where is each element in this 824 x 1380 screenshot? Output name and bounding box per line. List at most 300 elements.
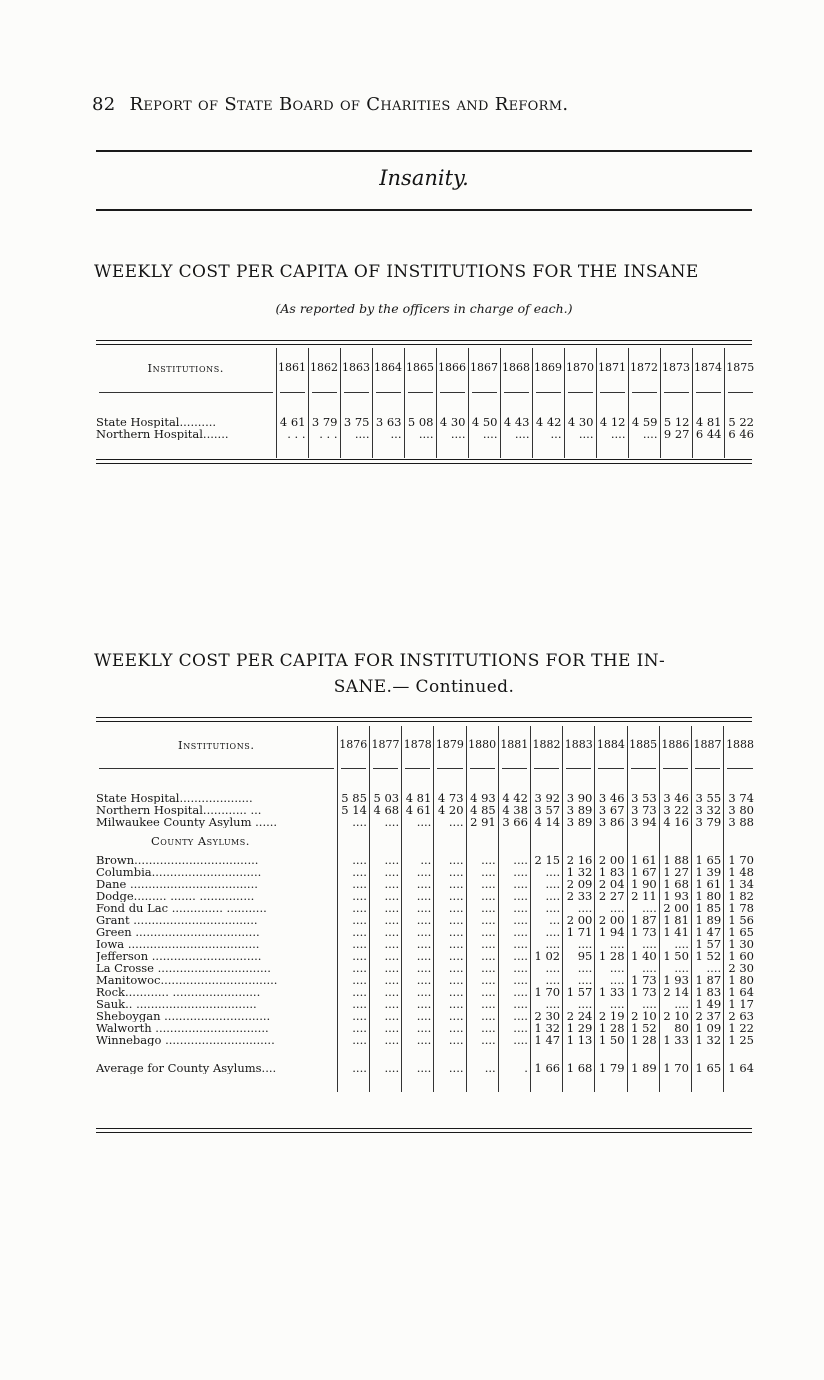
cost-cell: 1 48 <box>724 866 756 878</box>
cost-cell: .... <box>340 428 372 440</box>
county-heading-row <box>96 828 756 854</box>
cost-cell: .... <box>402 926 434 938</box>
cost-cell: 1 93 <box>659 890 691 902</box>
cost-cell: 1 32 <box>563 866 595 878</box>
table1-top-rule-a <box>96 340 752 341</box>
cost-cell: ... <box>532 428 564 440</box>
cost-cell: 4 61 <box>276 416 308 428</box>
cost-cell: 1 32 <box>691 1034 723 1046</box>
row-label: Winnebago .............................. <box>96 1034 275 1046</box>
cost-cell: 2 10 <box>659 1010 691 1022</box>
cost-cell: 1 56 <box>724 914 756 926</box>
row-label: Green .................................. <box>96 926 260 938</box>
table-row <box>96 878 756 890</box>
cost-cell: .... <box>498 950 530 962</box>
cost-cell: 5 85 <box>337 792 369 804</box>
table-row <box>96 416 756 428</box>
cost-cell: 3 75 <box>340 416 372 428</box>
year-header: 1869 <box>532 348 564 388</box>
cost-cell: .... <box>434 866 466 878</box>
cost-cell: 4 68 <box>369 804 401 816</box>
row-label: Dodge......... ....... ............... <box>96 890 255 902</box>
cost-cell: .... <box>434 902 466 914</box>
cost-cell: .... <box>402 890 434 902</box>
row-label: Dane ................................... <box>96 878 258 890</box>
cost-cell: .... <box>498 962 530 974</box>
cost-cell: .... <box>434 878 466 890</box>
cost-cell: .... <box>466 1022 498 1034</box>
cost-cell: 1 90 <box>627 878 659 890</box>
cost-cell: .... <box>337 986 369 998</box>
cost-cell: 3 80 <box>724 804 756 816</box>
table-row <box>96 890 756 902</box>
cost-cell: 3 66 <box>498 816 530 828</box>
cost-cell: 4 43 <box>500 416 532 428</box>
cost-cell: .... <box>402 816 434 828</box>
cost-cell: .... <box>337 878 369 890</box>
cost-cell: 1 66 <box>530 1046 562 1074</box>
page-header <box>92 94 732 115</box>
cost-cell: .... <box>402 1034 434 1046</box>
cost-cell: 1 79 <box>595 1046 627 1074</box>
cost-cell: 1 50 <box>595 1034 627 1046</box>
table-row <box>96 1034 756 1046</box>
table-row <box>96 902 756 914</box>
cost-cell: .... <box>337 1022 369 1034</box>
cost-cell: .... <box>466 974 498 986</box>
cost-cell: 4 30 <box>564 416 596 428</box>
cost-cell: .... <box>369 902 401 914</box>
cost-cell: 3 89 <box>563 816 595 828</box>
cost-cell: ... <box>466 1046 498 1074</box>
year-header: 1872 <box>628 348 660 388</box>
cost-cell: .... <box>434 1022 466 1034</box>
page-number: 82 <box>92 94 116 115</box>
cost-cell: .... <box>466 962 498 974</box>
cost-cell: .... <box>466 902 498 914</box>
cost-cell: 4 93 <box>466 792 498 804</box>
cost-cell: ... <box>530 914 562 926</box>
cost-cell: .... <box>402 914 434 926</box>
cost-cell: .... <box>498 1034 530 1046</box>
year-header: 1885 <box>627 726 659 764</box>
cost-cell: .... <box>498 878 530 890</box>
cost-cell: .... <box>369 926 401 938</box>
cost-cell: 4 20 <box>434 804 466 816</box>
table1 <box>96 348 756 458</box>
cost-cell: .... <box>466 1034 498 1046</box>
section-rule <box>96 209 752 211</box>
cost-cell: 2 14 <box>659 986 691 998</box>
cost-cell: .... <box>628 428 660 440</box>
cost-cell: 1 73 <box>627 926 659 938</box>
cost-cell: .... <box>434 974 466 986</box>
cost-cell: 1 65 <box>691 1046 723 1074</box>
cost-cell: .... <box>659 962 691 974</box>
table-row <box>96 1022 756 1034</box>
cost-cell: .... <box>369 866 401 878</box>
cost-cell: 1 67 <box>627 866 659 878</box>
cost-cell: .... <box>563 998 595 1010</box>
cost-cell: .... <box>498 914 530 926</box>
cost-cell: 2 24 <box>563 1010 595 1022</box>
table2-bottom-rule-a <box>96 1128 752 1129</box>
year-header: 1863 <box>340 348 372 388</box>
cost-cell: 3 57 <box>530 804 562 816</box>
year-header: 1868 <box>500 348 532 388</box>
cost-cell: .... <box>595 998 627 1010</box>
table-row <box>96 816 756 828</box>
cost-cell: 1 68 <box>659 878 691 890</box>
cost-cell: .... <box>337 998 369 1010</box>
cost-cell: .... <box>691 962 723 974</box>
cost-cell: .... <box>337 962 369 974</box>
cost-cell: 1 47 <box>530 1034 562 1046</box>
cost-cell: .... <box>402 974 434 986</box>
table-row <box>96 986 756 998</box>
cost-cell: .... <box>402 962 434 974</box>
cost-cell: 1 73 <box>627 974 659 986</box>
table2-title-line1: WEEKLY COST PER CAPITA FOR INSTITUTIONS FOR THE IN- <box>94 651 666 671</box>
cost-cell: 2 00 <box>595 854 627 866</box>
row-label: Iowa .................................... <box>96 938 260 950</box>
cost-cell: 2 30 <box>530 1010 562 1022</box>
cost-cell: 1 89 <box>627 1046 659 1074</box>
cost-cell: .... <box>369 890 401 902</box>
cost-cell: .... <box>466 854 498 866</box>
cost-cell: .... <box>434 854 466 866</box>
cost-cell: .... <box>627 962 659 974</box>
cost-cell: ... <box>402 854 434 866</box>
cost-cell: .... <box>434 1046 466 1074</box>
cost-cell: 1 81 <box>659 914 691 926</box>
year-header: 1884 <box>595 726 627 764</box>
row-label: Manitowoc................................ <box>96 974 278 986</box>
cost-cell: .... <box>498 986 530 998</box>
row-label: Northern Hospital............ ... <box>96 804 262 816</box>
cost-cell: 1 33 <box>595 986 627 998</box>
cost-cell: 1 49 <box>691 998 723 1010</box>
cost-cell: 1 52 <box>627 1022 659 1034</box>
cost-cell: .... <box>434 914 466 926</box>
cost-cell: .... <box>369 1046 401 1074</box>
cost-cell: 1 89 <box>691 914 723 926</box>
cost-cell: 2 37 <box>691 1010 723 1022</box>
row-label: Average for County Asylums.... <box>96 1061 277 1074</box>
year-header: 1864 <box>372 348 404 388</box>
cost-cell: 1 25 <box>724 1034 756 1046</box>
cost-cell: .... <box>337 950 369 962</box>
cost-cell: .... <box>563 962 595 974</box>
cost-cell: .... <box>498 1010 530 1022</box>
row-label: Fond du Lac .............. ........... <box>96 902 267 914</box>
year-header: 1877 <box>369 726 401 764</box>
table-row <box>96 854 756 866</box>
cost-cell: 3 90 <box>563 792 595 804</box>
cost-cell: 3 89 <box>563 804 595 816</box>
cost-cell: 80 <box>659 1022 691 1034</box>
cost-cell: .... <box>498 866 530 878</box>
running-title: Report of State Board of Charities and Reform. <box>129 94 569 115</box>
cost-cell: .... <box>369 1034 401 1046</box>
cost-cell: .... <box>402 878 434 890</box>
cost-cell: .... <box>369 962 401 974</box>
table-row <box>96 962 756 974</box>
cost-cell: 1 57 <box>563 986 595 998</box>
table2-bottom-rule-b <box>96 1132 752 1133</box>
cost-cell: .... <box>530 878 562 890</box>
cost-cell: 1 47 <box>691 926 723 938</box>
cost-cell: 2 30 <box>724 962 756 974</box>
cost-cell: .... <box>596 428 628 440</box>
cost-cell: 2 33 <box>563 890 595 902</box>
year-header: 1861 <box>276 348 308 388</box>
cost-cell: .... <box>530 998 562 1010</box>
table1-bottom-rule-b <box>96 463 752 464</box>
table2-institutions-header: Institutions. <box>178 738 255 752</box>
cost-cell: 3 22 <box>659 804 691 816</box>
year-header: 1886 <box>659 726 691 764</box>
cost-cell: 1 28 <box>595 950 627 962</box>
cost-cell: .... <box>563 938 595 950</box>
cost-cell: 1 70 <box>659 1046 691 1074</box>
year-header: 1862 <box>308 348 340 388</box>
cost-cell: 4 59 <box>628 416 660 428</box>
cost-cell: 1 83 <box>595 866 627 878</box>
cost-cell: 3 53 <box>627 792 659 804</box>
row-label: Rock............ ........................ <box>96 986 261 998</box>
cost-cell: 1 87 <box>627 914 659 926</box>
cost-cell: 1 28 <box>595 1022 627 1034</box>
cost-cell: 1 73 <box>627 986 659 998</box>
cost-cell: .... <box>402 1010 434 1022</box>
year-header: 1883 <box>563 726 595 764</box>
cost-cell: .... <box>369 1022 401 1034</box>
cost-cell: 2 63 <box>724 1010 756 1022</box>
table-row <box>96 950 756 962</box>
cost-cell: 1 93 <box>659 974 691 986</box>
cost-cell: .... <box>402 902 434 914</box>
cost-cell: 1 02 <box>530 950 562 962</box>
cost-cell: .... <box>498 926 530 938</box>
table1-note: (As reported by the officers in charge of each.) <box>275 301 573 316</box>
cost-cell: . . . <box>276 428 308 440</box>
cost-cell: .... <box>369 878 401 890</box>
cost-cell: 4 30 <box>436 416 468 428</box>
cost-cell: .... <box>337 902 369 914</box>
row-label: Brown.................................. <box>96 854 259 866</box>
cost-cell: .... <box>466 986 498 998</box>
cost-cell: 5 22 <box>724 416 756 428</box>
cost-cell: 3 79 <box>308 416 340 428</box>
year-header: 1882 <box>530 726 562 764</box>
cost-cell: .... <box>337 1046 369 1074</box>
cost-cell: .... <box>466 926 498 938</box>
table-row <box>96 974 756 986</box>
cost-cell: 1 61 <box>627 854 659 866</box>
cost-cell: .... <box>337 816 369 828</box>
cost-cell: 1 70 <box>724 854 756 866</box>
cost-cell: .... <box>466 866 498 878</box>
cost-cell: 1 65 <box>691 854 723 866</box>
cost-cell: .... <box>369 998 401 1010</box>
table2 <box>96 726 756 1092</box>
cost-cell: 1 64 <box>724 986 756 998</box>
cost-cell: .... <box>434 890 466 902</box>
cost-cell: .... <box>595 938 627 950</box>
cost-cell: .... <box>498 902 530 914</box>
cost-cell: 1 78 <box>724 902 756 914</box>
cost-cell: 2 10 <box>627 1010 659 1022</box>
row-label: State Hospital.......... <box>96 416 217 428</box>
cost-cell: 1 71 <box>563 926 595 938</box>
cost-cell: 3 92 <box>530 792 562 804</box>
table-row <box>96 998 756 1010</box>
cost-cell: 2 09 <box>563 878 595 890</box>
row-label: Jefferson .............................. <box>96 950 262 962</box>
cost-cell: 1 68 <box>563 1046 595 1074</box>
cost-cell: 6 46 <box>724 428 756 440</box>
cost-cell: .... <box>466 1010 498 1022</box>
cost-cell: .... <box>369 1010 401 1022</box>
cost-cell: .... <box>434 926 466 938</box>
year-header: 1870 <box>564 348 596 388</box>
cost-cell: 2 04 <box>595 878 627 890</box>
cost-cell: .... <box>530 938 562 950</box>
cost-cell: 1 28 <box>627 1034 659 1046</box>
cost-cell: 5 12 <box>660 416 692 428</box>
cost-cell: 1 80 <box>691 890 723 902</box>
cost-cell: .... <box>530 902 562 914</box>
row-label: Columbia.............................. <box>96 866 262 878</box>
cost-cell: .... <box>595 962 627 974</box>
cost-cell: . . . <box>308 428 340 440</box>
table1-institutions-header: Institutions. <box>147 361 225 375</box>
year-header: 1880 <box>466 726 498 764</box>
year-header: 1873 <box>660 348 692 388</box>
cost-cell: .... <box>337 866 369 878</box>
table1-top-rule-b <box>96 344 752 345</box>
table1-bottom-rule-a <box>96 459 752 460</box>
table-row <box>96 428 756 440</box>
cost-cell: 3 88 <box>724 816 756 828</box>
cost-cell: .... <box>466 998 498 1010</box>
cost-cell: .... <box>627 902 659 914</box>
cost-cell: 1 70 <box>530 986 562 998</box>
table-row <box>96 938 756 950</box>
cost-cell: 1 60 <box>724 950 756 962</box>
section-title: Insanity. <box>379 166 469 190</box>
cost-cell: .... <box>337 926 369 938</box>
year-header: 1865 <box>404 348 436 388</box>
cost-cell: .... <box>498 998 530 1010</box>
cost-cell: .... <box>369 816 401 828</box>
cost-cell: 4 85 <box>466 804 498 816</box>
table2-top-rule-a <box>96 717 752 718</box>
cost-cell: .... <box>498 890 530 902</box>
cost-cell: 1 40 <box>627 950 659 962</box>
table-row <box>96 914 756 926</box>
cost-cell: 4 50 <box>468 416 500 428</box>
cost-cell: .... <box>402 866 434 878</box>
cost-cell: 1 41 <box>659 926 691 938</box>
cost-cell: 3 67 <box>595 804 627 816</box>
cost-cell: 3 74 <box>724 792 756 804</box>
year-header: 1876 <box>337 726 369 764</box>
year-header: 1887 <box>691 726 723 764</box>
cost-cell: 1 85 <box>691 902 723 914</box>
cost-cell: 4 81 <box>692 416 724 428</box>
cost-cell: .... <box>627 998 659 1010</box>
cost-cell: 2 00 <box>659 902 691 914</box>
cost-cell: .... <box>337 1034 369 1046</box>
year-header: 1867 <box>468 348 500 388</box>
year-header: 1878 <box>402 726 434 764</box>
cost-cell: .... <box>369 854 401 866</box>
cost-cell: .... <box>434 1010 466 1022</box>
cost-cell: 1 82 <box>724 890 756 902</box>
cost-cell: .... <box>337 974 369 986</box>
year-header: 1874 <box>692 348 724 388</box>
cost-cell: 9 27 <box>660 428 692 440</box>
cost-cell: .... <box>500 428 532 440</box>
cost-cell: 2 27 <box>595 890 627 902</box>
cost-cell: .... <box>498 1022 530 1034</box>
cost-cell: 4 16 <box>659 816 691 828</box>
cost-cell: 2 00 <box>595 914 627 926</box>
cost-cell: .... <box>369 914 401 926</box>
cost-cell: 5 14 <box>337 804 369 816</box>
cost-cell: .... <box>466 950 498 962</box>
cost-cell: .... <box>659 998 691 1010</box>
cost-cell: 1 17 <box>724 998 756 1010</box>
cost-cell: .... <box>530 866 562 878</box>
cost-cell: .... <box>468 428 500 440</box>
cost-cell: .... <box>337 914 369 926</box>
cost-cell: .... <box>627 938 659 950</box>
cost-cell: .... <box>498 854 530 866</box>
cost-cell: .... <box>402 938 434 950</box>
cost-cell: .... <box>337 938 369 950</box>
row-label: Northern Hospital....... <box>96 428 229 440</box>
cost-cell: 2 11 <box>627 890 659 902</box>
cost-cell: 1 27 <box>659 866 691 878</box>
cost-cell: 1 39 <box>691 866 723 878</box>
cost-cell: .... <box>404 428 436 440</box>
cost-cell: .... <box>337 1010 369 1022</box>
table-row <box>96 792 756 804</box>
cost-cell: 5 03 <box>369 792 401 804</box>
cost-cell: 3 32 <box>691 804 723 816</box>
cost-cell: 3 79 <box>691 816 723 828</box>
cost-cell: 3 86 <box>595 816 627 828</box>
cost-cell: . <box>498 1046 530 1074</box>
cost-cell: .... <box>436 428 468 440</box>
cost-cell: .... <box>466 914 498 926</box>
row-label: Milwaukee County Asylum ...... <box>96 816 278 828</box>
cost-cell: .... <box>402 986 434 998</box>
row-label: Grant .................................. <box>96 914 258 926</box>
cost-cell: .... <box>530 890 562 902</box>
row-label: Sauk.. ................................. <box>96 998 257 1010</box>
cost-cell: 1 30 <box>724 938 756 950</box>
cost-cell: 4 61 <box>402 804 434 816</box>
cost-cell: .... <box>369 986 401 998</box>
row-label: Sheboygan ............................. <box>96 1010 271 1022</box>
cost-cell: 1 88 <box>659 854 691 866</box>
cost-cell: 1 33 <box>659 1034 691 1046</box>
row-label: La Crosse ............................... <box>96 962 271 974</box>
